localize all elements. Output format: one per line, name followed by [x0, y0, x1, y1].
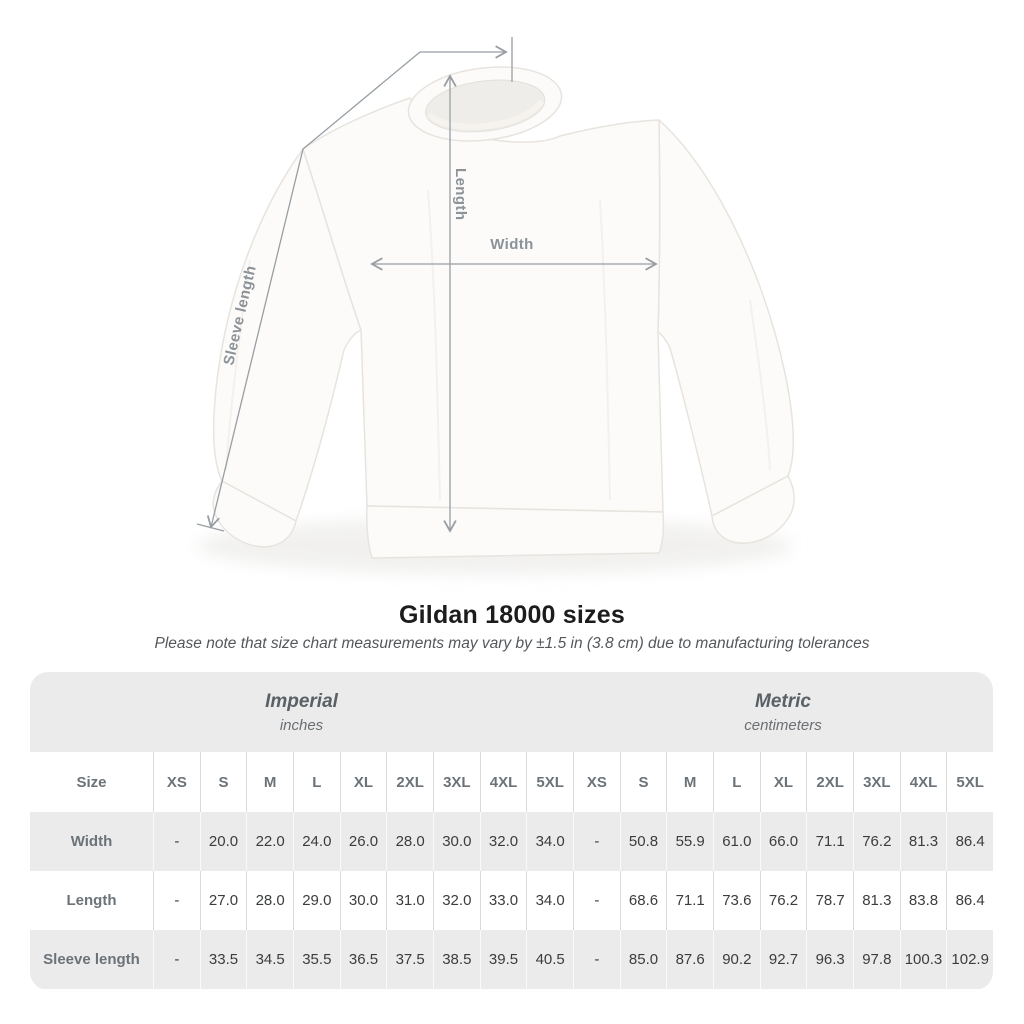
- size-value: 28.0: [386, 812, 433, 871]
- size-header-imperial-l: L: [293, 752, 340, 812]
- size-value: 26.0: [340, 812, 387, 871]
- size-chart-table: [30, 672, 993, 990]
- size-value: 102.9: [946, 930, 993, 989]
- size-value: 37.5: [386, 930, 433, 989]
- size-value: 71.1: [666, 871, 713, 930]
- size-value: 83.8: [900, 871, 947, 930]
- size-value: 34.5: [246, 930, 293, 989]
- size-header-metric-xs: XS: [573, 752, 620, 812]
- size-value: 66.0: [760, 812, 807, 871]
- size-header-metric-3xl: 3XL: [853, 752, 900, 812]
- size-value: 76.2: [853, 812, 900, 871]
- unit-group-header: [30, 672, 993, 752]
- size-value: 22.0: [246, 812, 293, 871]
- size-value: 36.5: [340, 930, 387, 989]
- size-value: 81.3: [900, 812, 947, 871]
- size-value: 29.0: [293, 871, 340, 930]
- size-value: 28.0: [246, 871, 293, 930]
- size-value: 34.0: [526, 871, 573, 930]
- size-header-metric-5xl: 5XL: [946, 752, 993, 812]
- size-value: 31.0: [386, 871, 433, 930]
- size-column-header: Size: [30, 752, 153, 812]
- metric-group-unit: centimeters: [744, 716, 822, 734]
- size-value: 34.0: [526, 812, 573, 871]
- size-value: 86.4: [946, 871, 993, 930]
- size-value: 32.0: [433, 871, 480, 930]
- size-value: 61.0: [713, 812, 760, 871]
- size-value: 78.7: [806, 871, 853, 930]
- size-header-imperial-xs: XS: [153, 752, 200, 812]
- size-value: 87.6: [666, 930, 713, 989]
- size-value: 92.7: [760, 930, 807, 989]
- size-value: -: [573, 871, 620, 930]
- page-title: Gildan 18000 sizes: [399, 601, 625, 629]
- row-label: Length: [30, 871, 153, 930]
- size-header-imperial-xl: XL: [340, 752, 387, 812]
- size-header-metric-4xl: 4XL: [900, 752, 947, 812]
- right-sleeve: [658, 120, 793, 516]
- size-header-metric-l: L: [713, 752, 760, 812]
- sweatshirt-illustration: [213, 98, 794, 558]
- size-value: 35.5: [293, 930, 340, 989]
- size-value: 38.5: [433, 930, 480, 989]
- size-value: 20.0: [200, 812, 247, 871]
- size-header-metric-xl: XL: [760, 752, 807, 812]
- size-value: 85.0: [620, 930, 667, 989]
- imperial-group-name: Imperial: [265, 690, 338, 712]
- length-label: Length: [452, 168, 469, 221]
- size-header-imperial-5xl: 5XL: [526, 752, 573, 812]
- size-value: -: [153, 871, 200, 930]
- metric-group-name: Metric: [755, 690, 811, 712]
- row-label: Sleeve length: [30, 930, 153, 989]
- size-value: 30.0: [433, 812, 480, 871]
- size-value: 86.4: [946, 812, 993, 871]
- size-value: 68.6: [620, 871, 667, 930]
- size-value: 39.5: [480, 930, 527, 989]
- size-header-imperial-3xl: 3XL: [433, 752, 480, 812]
- size-value: 81.3: [853, 871, 900, 930]
- tolerance-note: Please note that size chart measurements may vary by ±1.5 in (3.8 cm) due to manufacturing tolerances: [154, 635, 870, 652]
- row-label: Width: [30, 812, 153, 871]
- size-header-metric-2xl: 2XL: [806, 752, 853, 812]
- size-value: 32.0: [480, 812, 527, 871]
- size-header-imperial-s: S: [200, 752, 247, 812]
- size-value: 90.2: [713, 930, 760, 989]
- size-value: 30.0: [340, 871, 387, 930]
- size-value: 71.1: [806, 812, 853, 871]
- size-value: 73.6: [713, 871, 760, 930]
- size-value: 100.3: [900, 930, 947, 989]
- size-header-imperial-4xl: 4XL: [480, 752, 527, 812]
- size-header-imperial-2xl: 2XL: [386, 752, 433, 812]
- sleeve-end-tick: [197, 524, 224, 531]
- imperial-group-unit: inches: [279, 716, 324, 734]
- size-value: -: [573, 812, 620, 871]
- size-header-metric-s: S: [620, 752, 667, 812]
- size-grid: [30, 752, 993, 989]
- size-value: -: [573, 930, 620, 989]
- size-value: 50.8: [620, 812, 667, 871]
- size-header-metric-m: M: [666, 752, 713, 812]
- size-value: 33.5: [200, 930, 247, 989]
- size-value: 55.9: [666, 812, 713, 871]
- size-value: 24.0: [293, 812, 340, 871]
- size-header-imperial-m: M: [246, 752, 293, 812]
- size-value: 96.3: [806, 930, 853, 989]
- width-label: Width: [490, 236, 534, 253]
- metric-group-header: [573, 672, 993, 752]
- size-value: -: [153, 812, 200, 871]
- size-value: 33.0: [480, 871, 527, 930]
- size-value: 76.2: [760, 871, 807, 930]
- size-value: 40.5: [526, 930, 573, 989]
- size-value: 27.0: [200, 871, 247, 930]
- hem-band: [367, 506, 664, 558]
- imperial-group-header: [30, 672, 573, 752]
- size-value: 97.8: [853, 930, 900, 989]
- sleeve-length-label: Sleeve length: [220, 263, 260, 367]
- size-value: -: [153, 930, 200, 989]
